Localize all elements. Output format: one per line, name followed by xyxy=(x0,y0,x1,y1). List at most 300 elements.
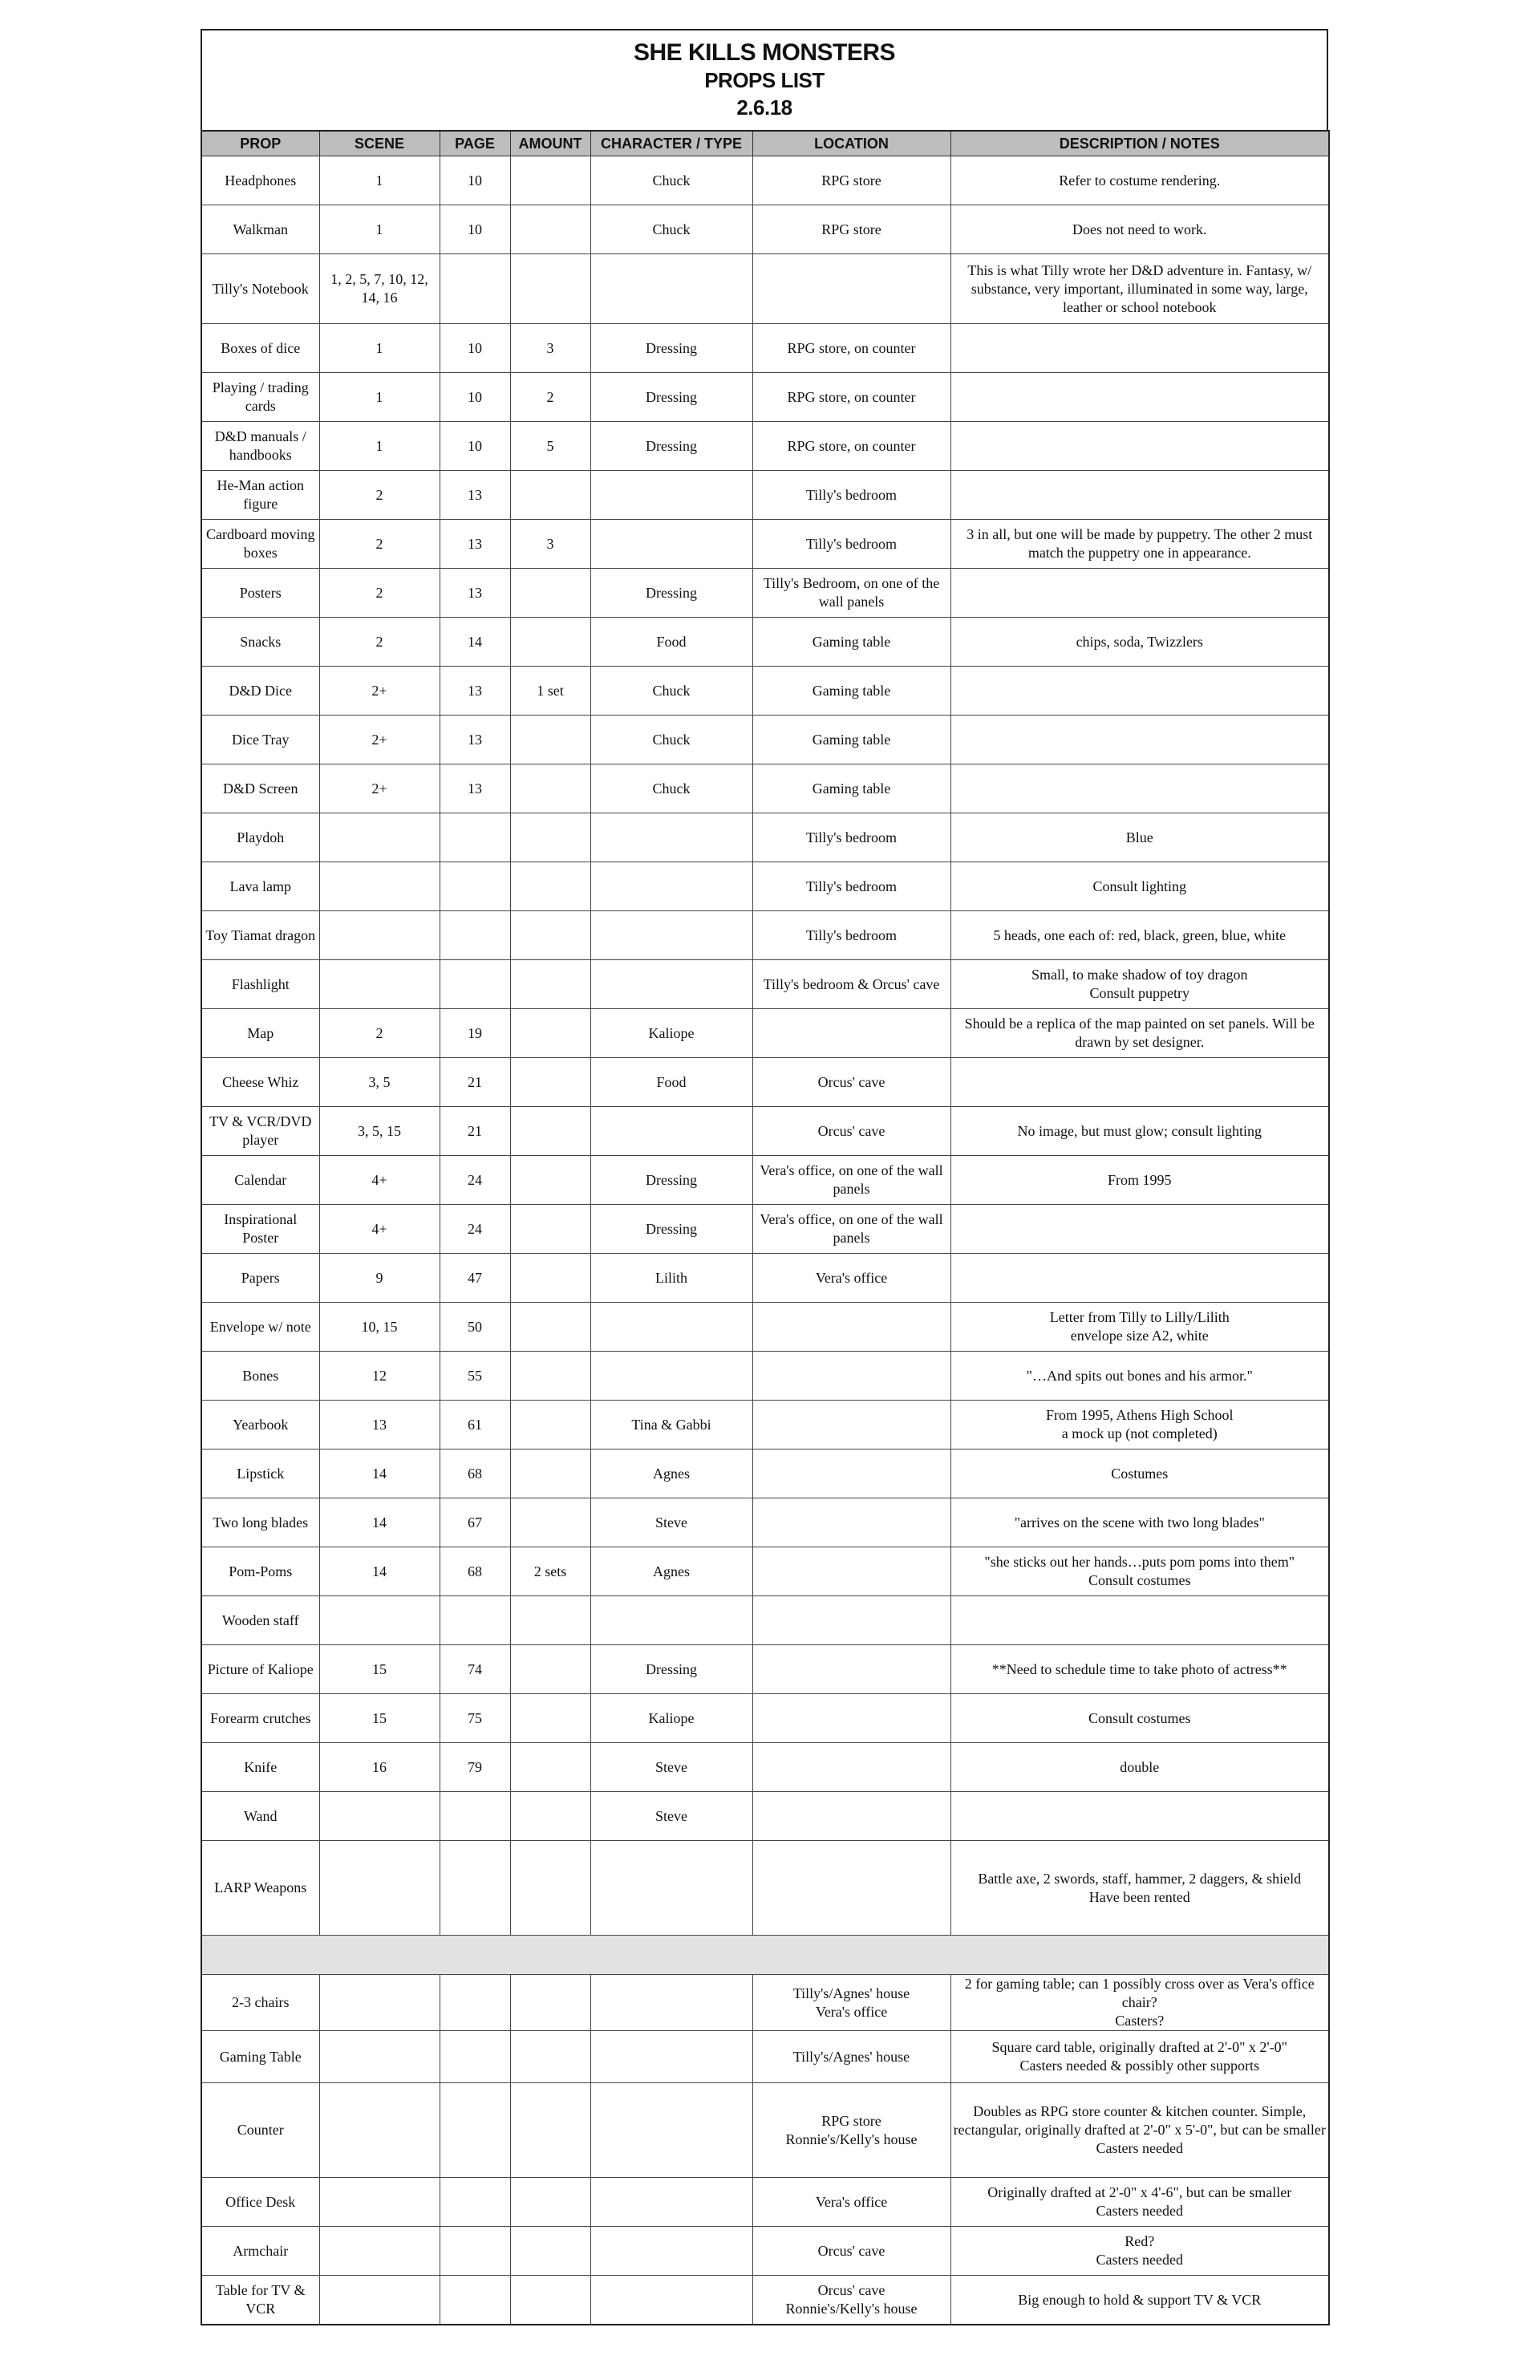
cell-notes: double xyxy=(950,1743,1329,1792)
cell-page: 13 xyxy=(440,569,510,618)
cell-amount xyxy=(510,1792,590,1841)
furniture-row xyxy=(201,2276,1329,2325)
cell-scene: 15 xyxy=(319,1645,440,1694)
cell-amount xyxy=(510,618,590,667)
cell-scene: 13 xyxy=(319,1401,440,1449)
cell-character: Kaliope xyxy=(590,1694,752,1743)
cell-amount xyxy=(510,1498,590,1547)
cell-location: RPG store, on counter xyxy=(752,373,950,422)
cell-scene: 1 xyxy=(319,205,440,254)
cell-notes xyxy=(950,667,1329,716)
cell-location: Orcus' cave Ronnie's/Kelly's house xyxy=(752,2276,950,2325)
cell-character xyxy=(590,1352,752,1401)
prop-row xyxy=(201,1156,1329,1205)
cell-location xyxy=(752,254,950,324)
column-header-amount: AMOUNT xyxy=(510,131,590,156)
cell-character: Agnes xyxy=(590,1547,752,1596)
cell-location xyxy=(752,1009,950,1058)
cell-prop: TV & VCR/DVD player xyxy=(201,1107,319,1156)
cell-notes xyxy=(950,1254,1329,1303)
cell-prop: Papers xyxy=(201,1254,319,1303)
column-header-location: LOCATION xyxy=(752,131,950,156)
cell-page: 10 xyxy=(440,205,510,254)
prop-row xyxy=(201,205,1329,254)
cell-prop: LARP Weapons xyxy=(201,1841,319,1936)
cell-character: Food xyxy=(590,618,752,667)
cell-amount xyxy=(510,156,590,205)
cell-location: Tilly's/Agnes' house Vera's office xyxy=(752,1975,950,2031)
furniture-row xyxy=(201,2178,1329,2227)
furniture-row xyxy=(201,2227,1329,2276)
cell-amount xyxy=(510,1449,590,1498)
cell-page xyxy=(440,960,510,1009)
column-header-prop: PROP xyxy=(201,131,319,156)
cell-notes: 3 in all, but one will be made by puppetry. The other 2 must match the puppetry one in appearance. xyxy=(950,520,1329,569)
cell-page: 79 xyxy=(440,1743,510,1792)
prop-row xyxy=(201,156,1329,205)
prop-row xyxy=(201,1449,1329,1498)
cell-amount: 3 xyxy=(510,520,590,569)
cell-scene: 15 xyxy=(319,1694,440,1743)
cell-scene: 2 xyxy=(319,1009,440,1058)
cell-location: Vera's office xyxy=(752,1254,950,1303)
cell-prop: Inspirational Poster xyxy=(201,1205,319,1254)
cell-prop: 2-3 chairs xyxy=(201,1975,319,2031)
document-date: 2.6.18 xyxy=(736,95,792,120)
prop-row xyxy=(201,960,1329,1009)
cell-page: 13 xyxy=(440,667,510,716)
cell-page: 55 xyxy=(440,1352,510,1401)
cell-notes xyxy=(950,373,1329,422)
cell-notes xyxy=(950,1205,1329,1254)
cell-prop: D&D Screen xyxy=(201,764,319,813)
cell-location: RPG store xyxy=(752,205,950,254)
cell-prop: Forearm crutches xyxy=(201,1694,319,1743)
cell-notes xyxy=(950,324,1329,373)
prop-row xyxy=(201,254,1329,324)
title-block xyxy=(201,29,1328,130)
cell-prop: Wand xyxy=(201,1792,319,1841)
prop-row xyxy=(201,373,1329,422)
cell-amount xyxy=(510,1694,590,1743)
cell-scene: 2+ xyxy=(319,716,440,764)
cell-notes: From 1995 xyxy=(950,1156,1329,1205)
cell-page: 13 xyxy=(440,716,510,764)
cell-scene: 2+ xyxy=(319,764,440,813)
cell-notes xyxy=(950,1792,1329,1841)
cell-character: Dressing xyxy=(590,569,752,618)
cell-scene xyxy=(319,1792,440,1841)
cell-scene: 2+ xyxy=(319,667,440,716)
cell-prop: Wooden staff xyxy=(201,1596,319,1645)
cell-amount xyxy=(510,1975,590,2031)
cell-character: Steve xyxy=(590,1743,752,1792)
cell-character: Dressing xyxy=(590,324,752,373)
cell-character: Dressing xyxy=(590,1645,752,1694)
cell-notes: Consult lighting xyxy=(950,862,1329,911)
cell-prop: Envelope w/ note xyxy=(201,1303,319,1352)
cell-character: Lilith xyxy=(590,1254,752,1303)
cell-amount xyxy=(510,1058,590,1107)
prop-row xyxy=(201,813,1329,862)
cell-prop: Walkman xyxy=(201,205,319,254)
cell-scene xyxy=(319,2031,440,2083)
cell-page xyxy=(440,254,510,324)
cell-character xyxy=(590,254,752,324)
cell-location xyxy=(752,1645,950,1694)
cell-page xyxy=(440,1975,510,2031)
cell-page: 67 xyxy=(440,1498,510,1547)
cell-amount xyxy=(510,1401,590,1449)
cell-prop: Lipstick xyxy=(201,1449,319,1498)
cell-scene: 1, 2, 5, 7, 10, 12, 14, 16 xyxy=(319,254,440,324)
cell-character: Steve xyxy=(590,1498,752,1547)
cell-character xyxy=(590,471,752,520)
cell-scene: 14 xyxy=(319,1547,440,1596)
cell-amount xyxy=(510,471,590,520)
cell-amount xyxy=(510,1743,590,1792)
cell-page: 50 xyxy=(440,1303,510,1352)
cell-notes: This is what Tilly wrote her D&D adventure in. Fantasy, w/ substance, very important, illuminated in some way, large, leather or school notebook xyxy=(950,254,1329,324)
cell-notes: Big enough to hold & support TV & VCR xyxy=(950,2276,1329,2325)
cell-scene: 12 xyxy=(319,1352,440,1401)
cell-page xyxy=(440,2276,510,2325)
cell-scene: 4+ xyxy=(319,1156,440,1205)
cell-location xyxy=(752,1743,950,1792)
cell-notes xyxy=(950,716,1329,764)
cell-location xyxy=(752,1694,950,1743)
prop-row xyxy=(201,1841,1329,1936)
cell-character xyxy=(590,862,752,911)
cell-prop: Posters xyxy=(201,569,319,618)
separator-cell xyxy=(201,1936,1329,1975)
cell-location xyxy=(752,1449,950,1498)
cell-page xyxy=(440,911,510,960)
cell-character xyxy=(590,2227,752,2276)
cell-page xyxy=(440,2178,510,2227)
cell-location: Tilly's bedroom xyxy=(752,471,950,520)
cell-character xyxy=(590,2031,752,2083)
cell-location: Gaming table xyxy=(752,618,950,667)
cell-page xyxy=(440,2227,510,2276)
cell-prop: Table for TV & VCR xyxy=(201,2276,319,2325)
cell-scene xyxy=(319,862,440,911)
cell-notes: From 1995, Athens High School a mock up (not completed) xyxy=(950,1401,1329,1449)
cell-location: Gaming table xyxy=(752,667,950,716)
cell-notes xyxy=(950,1596,1329,1645)
cell-amount xyxy=(510,1205,590,1254)
cell-notes: Originally drafted at 2'-0" x 4'-6", but can be smaller Casters needed xyxy=(950,2178,1329,2227)
prop-row xyxy=(201,716,1329,764)
cell-prop: D&D Dice xyxy=(201,667,319,716)
prop-row xyxy=(201,1645,1329,1694)
prop-row xyxy=(201,1694,1329,1743)
cell-notes xyxy=(950,471,1329,520)
prop-row xyxy=(201,1596,1329,1645)
prop-row xyxy=(201,324,1329,373)
cell-prop: Tilly's Notebook xyxy=(201,254,319,324)
cell-amount: 2 sets xyxy=(510,1547,590,1596)
furniture-row xyxy=(201,2031,1329,2083)
cell-notes: Refer to costume rendering. xyxy=(950,156,1329,205)
cell-character: Tina & Gabbi xyxy=(590,1401,752,1449)
cell-amount xyxy=(510,2276,590,2325)
cell-amount xyxy=(510,254,590,324)
table-body xyxy=(201,156,1329,2325)
cell-scene xyxy=(319,960,440,1009)
cell-amount xyxy=(510,1156,590,1205)
cell-page xyxy=(440,2031,510,2083)
cell-scene xyxy=(319,2083,440,2178)
cell-notes: Should be a replica of the map painted on set panels. Will be drawn by set designer. xyxy=(950,1009,1329,1058)
cell-page xyxy=(440,1792,510,1841)
cell-notes: Doubles as RPG store counter & kitchen counter. Simple, rectangular, originally drafted at 2'-0" x 5'-0", but can be smaller Casters needed xyxy=(950,2083,1329,2178)
cell-location: Tilly's bedroom xyxy=(752,520,950,569)
cell-page: 21 xyxy=(440,1107,510,1156)
cell-page xyxy=(440,1596,510,1645)
cell-prop: Knife xyxy=(201,1743,319,1792)
cell-prop: Boxes of dice xyxy=(201,324,319,373)
cell-location: Gaming table xyxy=(752,764,950,813)
cell-page: 13 xyxy=(440,471,510,520)
cell-location: Tilly's bedroom xyxy=(752,862,950,911)
props-table xyxy=(201,130,1330,2325)
cell-location: Tilly's Bedroom, on one of the wall panels xyxy=(752,569,950,618)
cell-character: Dressing xyxy=(590,422,752,471)
cell-page: 47 xyxy=(440,1254,510,1303)
cell-amount xyxy=(510,1254,590,1303)
cell-scene: 1 xyxy=(319,324,440,373)
cell-scene: 2 xyxy=(319,569,440,618)
cell-character: Chuck xyxy=(590,156,752,205)
cell-notes: Battle axe, 2 swords, staff, hammer, 2 daggers, & shield Have been rented xyxy=(950,1841,1329,1936)
cell-amount: 3 xyxy=(510,324,590,373)
cell-scene xyxy=(319,813,440,862)
cell-amount xyxy=(510,716,590,764)
cell-location xyxy=(752,1498,950,1547)
cell-amount xyxy=(510,2178,590,2227)
cell-character xyxy=(590,1841,752,1936)
cell-amount xyxy=(510,764,590,813)
cell-page: 68 xyxy=(440,1547,510,1596)
prop-row xyxy=(201,1498,1329,1547)
prop-row xyxy=(201,1743,1329,1792)
cell-scene: 3, 5, 15 xyxy=(319,1107,440,1156)
cell-scene xyxy=(319,1596,440,1645)
cell-scene: 1 xyxy=(319,422,440,471)
cell-amount xyxy=(510,960,590,1009)
cell-scene: 1 xyxy=(319,156,440,205)
furniture-row xyxy=(201,2083,1329,2178)
cell-amount xyxy=(510,813,590,862)
cell-amount xyxy=(510,911,590,960)
cell-notes xyxy=(950,422,1329,471)
cell-scene xyxy=(319,911,440,960)
document-subtitle: PROPS LIST xyxy=(704,68,825,92)
cell-character xyxy=(590,960,752,1009)
cell-page: 74 xyxy=(440,1645,510,1694)
cell-page: 13 xyxy=(440,764,510,813)
document-title: SHE KILLS MONSTERS xyxy=(633,39,896,66)
cell-location xyxy=(752,1841,950,1936)
section-separator xyxy=(201,1936,1329,1975)
cell-prop: Pom-Poms xyxy=(201,1547,319,1596)
cell-character xyxy=(590,2178,752,2227)
cell-scene: 2 xyxy=(319,618,440,667)
cell-amount xyxy=(510,1303,590,1352)
prop-row xyxy=(201,1792,1329,1841)
cell-page: 68 xyxy=(440,1449,510,1498)
cell-notes: chips, soda, Twizzlers xyxy=(950,618,1329,667)
cell-prop: Calendar xyxy=(201,1156,319,1205)
cell-notes: "she sticks out her hands…puts pom poms into them" Consult costumes xyxy=(950,1547,1329,1596)
cell-character xyxy=(590,1975,752,2031)
cell-page: 10 xyxy=(440,422,510,471)
prop-row xyxy=(201,862,1329,911)
cell-notes xyxy=(950,569,1329,618)
prop-row xyxy=(201,667,1329,716)
cell-notes: Square card table, originally drafted at 2'-0" x 2'-0" Casters needed & possibly other supports xyxy=(950,2031,1329,2083)
cell-character: Dressing xyxy=(590,1156,752,1205)
cell-location: Vera's office xyxy=(752,2178,950,2227)
prop-row xyxy=(201,1352,1329,1401)
cell-amount: 5 xyxy=(510,422,590,471)
cell-scene: 1 xyxy=(319,373,440,422)
cell-character xyxy=(590,1303,752,1352)
cell-prop: Snacks xyxy=(201,618,319,667)
prop-row xyxy=(201,1303,1329,1352)
cell-location: RPG store Ronnie's/Kelly's house xyxy=(752,2083,950,2178)
cell-location: Tilly's bedroom xyxy=(752,911,950,960)
cell-page xyxy=(440,862,510,911)
header-row xyxy=(201,131,1329,156)
prop-row xyxy=(201,1547,1329,1596)
cell-location xyxy=(752,1596,950,1645)
cell-prop: D&D manuals / handbooks xyxy=(201,422,319,471)
cell-character xyxy=(590,2276,752,2325)
cell-location xyxy=(752,1792,950,1841)
cell-location: RPG store, on counter xyxy=(752,324,950,373)
cell-prop: Picture of Kaliope xyxy=(201,1645,319,1694)
cell-page xyxy=(440,2083,510,2178)
cell-location: Tilly's bedroom xyxy=(752,813,950,862)
cell-page: 14 xyxy=(440,618,510,667)
cell-character: Kaliope xyxy=(590,1009,752,1058)
cell-amount xyxy=(510,2083,590,2178)
cell-prop: Flashlight xyxy=(201,960,319,1009)
cell-notes: Costumes xyxy=(950,1449,1329,1498)
cell-prop: Dice Tray xyxy=(201,716,319,764)
cell-scene: 2 xyxy=(319,471,440,520)
cell-location: RPG store xyxy=(752,156,950,205)
cell-scene: 3, 5 xyxy=(319,1058,440,1107)
cell-location: Tilly's/Agnes' house xyxy=(752,2031,950,2083)
cell-character xyxy=(590,1107,752,1156)
cell-scene xyxy=(319,2276,440,2325)
column-header-character: CHARACTER / TYPE xyxy=(590,131,752,156)
cell-location: Vera's office, on one of the wall panels xyxy=(752,1156,950,1205)
cell-page: 19 xyxy=(440,1009,510,1058)
cell-scene: 14 xyxy=(319,1449,440,1498)
cell-page: 10 xyxy=(440,324,510,373)
cell-amount: 1 set xyxy=(510,667,590,716)
cell-character: Steve xyxy=(590,1792,752,1841)
cell-prop: Yearbook xyxy=(201,1401,319,1449)
cell-prop: Playdoh xyxy=(201,813,319,862)
cell-character: Chuck xyxy=(590,205,752,254)
prop-row xyxy=(201,1254,1329,1303)
cell-character xyxy=(590,911,752,960)
cell-notes: Does not need to work. xyxy=(950,205,1329,254)
prop-row xyxy=(201,520,1329,569)
cell-amount xyxy=(510,1645,590,1694)
cell-amount xyxy=(510,2031,590,2083)
cell-character xyxy=(590,813,752,862)
cell-page xyxy=(440,813,510,862)
cell-prop: Armchair xyxy=(201,2227,319,2276)
cell-amount xyxy=(510,1009,590,1058)
cell-amount xyxy=(510,205,590,254)
cell-notes: No image, but must glow; consult lighting xyxy=(950,1107,1329,1156)
cell-scene: 14 xyxy=(319,1498,440,1547)
cell-page xyxy=(440,1841,510,1936)
props-list-sheet xyxy=(201,29,1328,2325)
cell-page: 13 xyxy=(440,520,510,569)
cell-scene xyxy=(319,2178,440,2227)
cell-prop: Map xyxy=(201,1009,319,1058)
cell-location: Orcus' cave xyxy=(752,1058,950,1107)
column-header-notes: DESCRIPTION / NOTES xyxy=(950,131,1329,156)
cell-notes: Letter from Tilly to Lilly/Lilith envelope size A2, white xyxy=(950,1303,1329,1352)
cell-prop: He-Man action figure xyxy=(201,471,319,520)
cell-character: Dressing xyxy=(590,1205,752,1254)
cell-page: 75 xyxy=(440,1694,510,1743)
cell-page: 21 xyxy=(440,1058,510,1107)
cell-prop: Lava lamp xyxy=(201,862,319,911)
cell-character xyxy=(590,2083,752,2178)
cell-scene xyxy=(319,1975,440,2031)
cell-prop: Counter xyxy=(201,2083,319,2178)
cell-notes xyxy=(950,1058,1329,1107)
cell-notes: **Need to schedule time to take photo of actress** xyxy=(950,1645,1329,1694)
cell-page: 24 xyxy=(440,1205,510,1254)
cell-prop: Toy Tiamat dragon xyxy=(201,911,319,960)
cell-page: 10 xyxy=(440,373,510,422)
cell-character xyxy=(590,520,752,569)
cell-location: Orcus' cave xyxy=(752,1107,950,1156)
prop-row xyxy=(201,1401,1329,1449)
cell-page: 24 xyxy=(440,1156,510,1205)
cell-scene: 16 xyxy=(319,1743,440,1792)
cell-character: Chuck xyxy=(590,667,752,716)
cell-amount: 2 xyxy=(510,373,590,422)
cell-prop: Gaming Table xyxy=(201,2031,319,2083)
cell-prop: Cheese Whiz xyxy=(201,1058,319,1107)
cell-prop: Bones xyxy=(201,1352,319,1401)
cell-page: 61 xyxy=(440,1401,510,1449)
cell-character: Agnes xyxy=(590,1449,752,1498)
cell-amount xyxy=(510,862,590,911)
cell-scene: 9 xyxy=(319,1254,440,1303)
cell-notes: Red? Casters needed xyxy=(950,2227,1329,2276)
cell-location xyxy=(752,1352,950,1401)
cell-prop: Office Desk xyxy=(201,2178,319,2227)
cell-scene: 10, 15 xyxy=(319,1303,440,1352)
cell-location xyxy=(752,1303,950,1352)
prop-row xyxy=(201,1058,1329,1107)
cell-prop: Two long blades xyxy=(201,1498,319,1547)
cell-location xyxy=(752,1547,950,1596)
